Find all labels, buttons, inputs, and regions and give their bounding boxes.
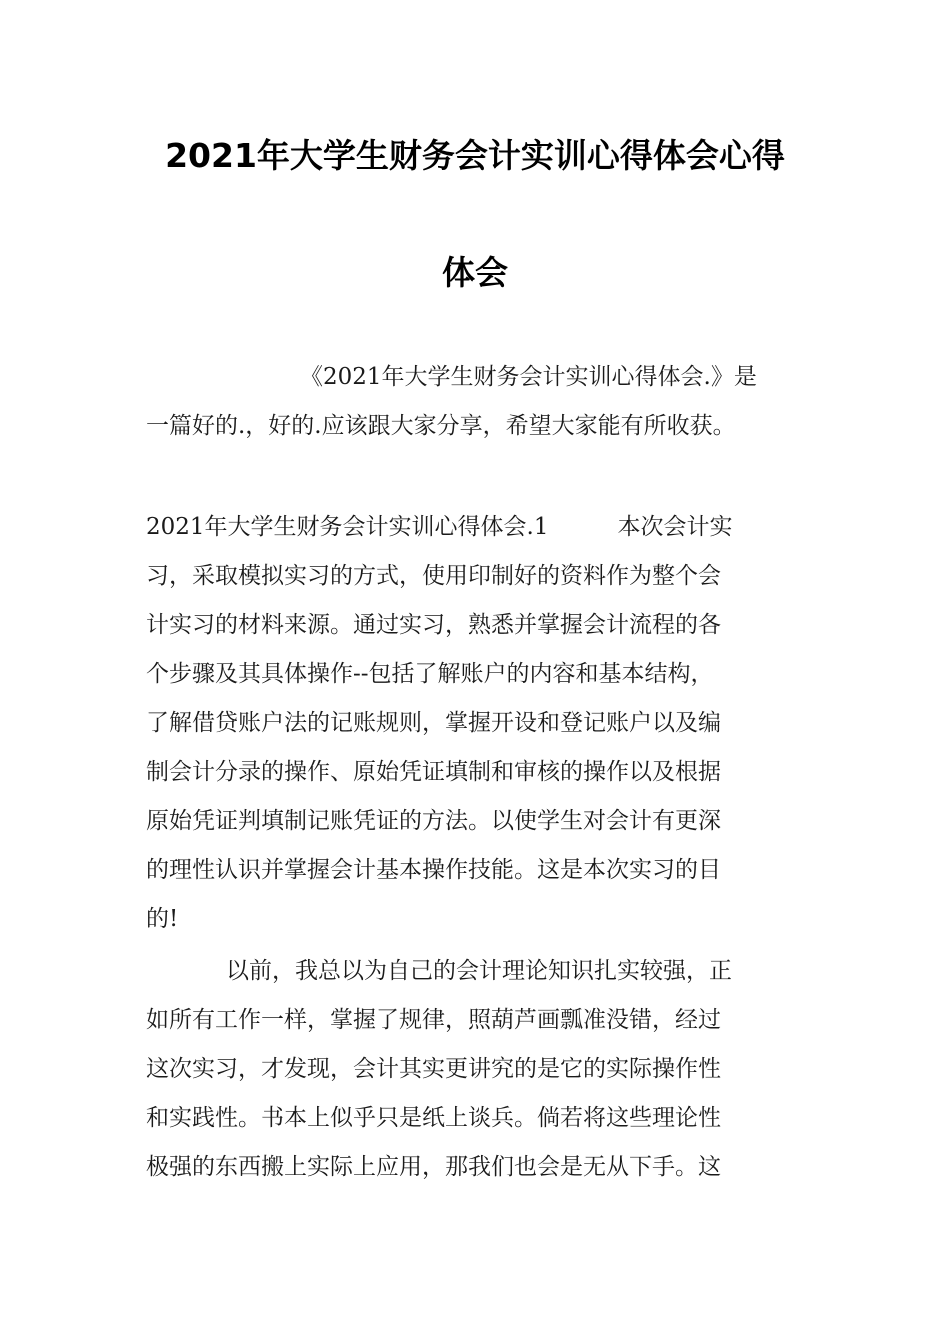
document-title-line-2: 体会	[442, 253, 508, 292]
section2-line: 和实践性。书本上似乎只是纸上谈兵。倘若将这些理论性	[146, 1105, 721, 1131]
section2-line: 以前，我总以为自己的会计理论知识扎实较强，正	[226, 958, 732, 984]
section1-heading-line: 2021年大学生财务会计实训心得体会.1 本次会计实	[146, 514, 733, 540]
intro-line-2: 一篇好的.，好的.应该跟大家分享，希望大家能有所收获。	[146, 413, 736, 439]
section1-line: 制会计分录的操作、原始凭证填制和审核的操作以及根据	[146, 759, 721, 785]
section1-line: 的理性认识并掌握会计基本操作技能。这是本次实习的目	[146, 857, 721, 883]
section1-line: 的!	[146, 906, 179, 932]
section1-line: 原始凭证判填制记账凭证的方法。以使学生对会计有更深	[146, 808, 721, 834]
section2-line: 这次实习，才发现，会计其实更讲究的是它的实际操作性	[146, 1056, 721, 1082]
intro-line-1: 《2021年大学生财务会计实训心得体会.》是	[300, 364, 757, 390]
section1-line: 习，采取模拟实习的方式，使用印制好的资料作为整个会	[146, 563, 721, 589]
document-title-line-1: 2021年大学生财务会计实训心得体会心得	[165, 136, 785, 175]
section2-line: 极强的东西搬上实际上应用，那我们也会是无从下手。这	[146, 1154, 721, 1180]
section2-line: 如所有工作一样，掌握了规律，照葫芦画瓢准没错，经过	[146, 1007, 721, 1033]
section1-line: 了解借贷账户法的记账规则，掌握开设和登记账户以及编	[146, 710, 721, 736]
section1-line: 个步骤及其具体操作--包括了解账户的内容和基本结构，	[146, 661, 714, 687]
section1-line: 计实习的材料来源。通过实习，熟悉并掌握会计流程的各	[146, 612, 721, 638]
